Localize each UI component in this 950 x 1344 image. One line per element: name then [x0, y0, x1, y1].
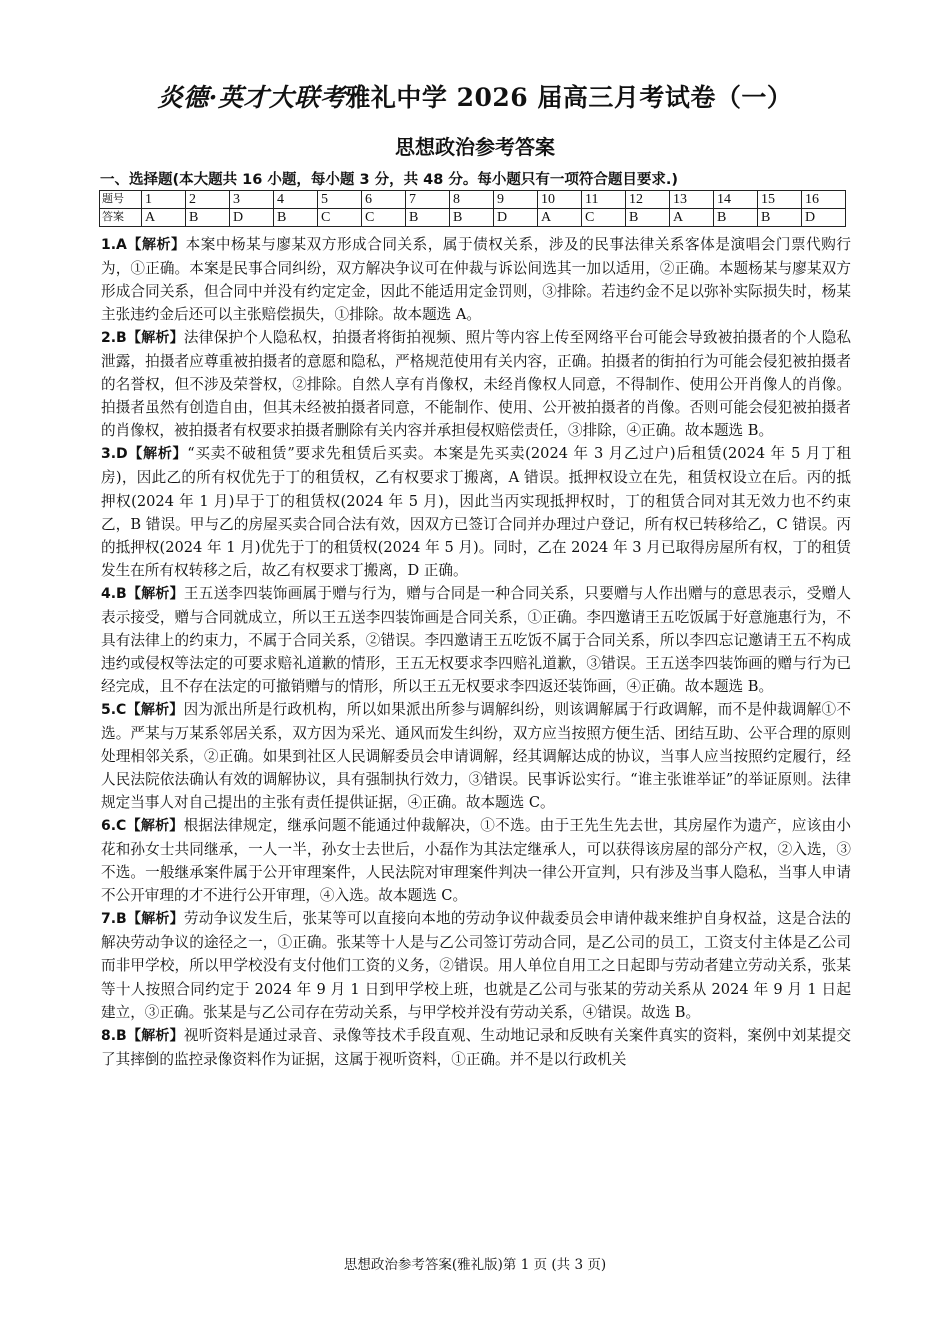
question-number: 13	[670, 191, 714, 209]
answer-letter: C	[362, 209, 406, 227]
explanation-label: 2.B【解析】	[101, 330, 184, 347]
exam-title-text: 雅礼中学 2026 届高三月考试卷（一）	[345, 83, 793, 112]
row-label-number: 题号	[100, 191, 142, 209]
answer-letter: A	[538, 209, 582, 227]
question-number: 8	[450, 191, 494, 209]
explanation-label: 7.B【解析】	[101, 911, 184, 928]
question-number: 9	[494, 191, 538, 209]
page-footer: 思想政治参考答案(雅礼版)第 1 页 (共 3 页)	[343, 1257, 607, 1273]
question-number: 11	[582, 191, 626, 209]
explanation-label: 8.B【解析】	[101, 1027, 184, 1044]
question-number: 3	[230, 191, 274, 209]
exam-brand: 炎德·英才大联考	[157, 83, 346, 112]
explanation-item	[101, 907, 851, 1023]
answer-letter: A	[142, 209, 186, 227]
explanation-item	[101, 326, 851, 442]
explanation-text: 根据法律规定，继承问题不能通过仲裁解决，①不选。由于王先生先去世，其房屋作为遗产，应该由小花和孙女士共同继承，一人一半，孙女士去世后，小磊作为其法定继承人，可以获得该房屋的部分产权，②入选，③不选。一般继承案件属于公开审理案件，人民法院对审理案件判决一律公开宣判，只有涉及当事人隐私，当事人申请不公开审理的才不进行公开审理，④入选。故本题选 C。	[101, 817, 851, 905]
question-number: 16	[802, 191, 846, 209]
explanation-text: 本案中杨某与廖某双方形成合同关系，属于债权关系，涉及的民事法律关系客体是演唱会门票代购行为，①正确。本案是民事合同纠纷，双方解决争议可在仲裁与诉讼间选其一加以适用，②正确。本题杨某与廖某双方形成合同关系，但合同中并没有约定定金，因此不能适用定金罚则，③排除。若违约金不足以弥补实际损失时，杨某主张违约金后还可以主张赔偿损失，①排除。故本题选 A。	[101, 236, 851, 324]
answer-row	[100, 209, 846, 227]
explanation-text: “买卖不破租赁”要求先租赁后买卖。本案是先买卖(2024 年 3 月乙过户)后租赁(2024 年 5 月丁租房)，因此乙的所有权优先于丁的租赁权，乙有权要求丁搬离，A 错误。抵押权设立在先，租赁权设立在后。丙的抵押权(2024 年 1 月)早于丁的租赁权(2024 年 5 月)，因此当丙实现抵押权时，丁的租赁合同对其无效力也不约束乙，B 错误。甲与乙的房屋买卖合同合法有效，因双方已签订合同并办理过户登记，所有权已转移给乙，C 错误。丙的抵押权(2024 年 1 月)优先于丁的租赁权(2024 年 5 月)。同时，乙在 2024 年 3 月已取得房屋所有权，丁的租赁发生在所有权转移之后，故乙有权要求丁搬离，D 正确。	[101, 445, 851, 579]
explanation-label: 3.D【解析】	[101, 446, 188, 463]
explanation-label: 5.C【解析】	[101, 701, 184, 718]
answer-table	[99, 190, 846, 227]
page-subtitle: 思想政治参考答案	[395, 135, 555, 159]
question-number: 15	[758, 191, 802, 209]
answer-letter: D	[230, 209, 274, 227]
explanation-label: 4.B【解析】	[101, 585, 184, 602]
answer-letter: D	[494, 209, 538, 227]
explanation-item	[101, 814, 851, 907]
answer-letter: B	[186, 209, 230, 227]
answer-letter: C	[318, 209, 362, 227]
answer-letter: A	[670, 209, 714, 227]
answer-letter: D	[802, 209, 846, 227]
question-number: 12	[626, 191, 670, 209]
explanation-item	[101, 582, 851, 698]
section-heading: 一、选择题(本大题共 16 小题，每小题 3 分，共 48 分。每小题只有一项符合题目要求.)	[100, 172, 678, 188]
explanation-item	[101, 233, 851, 326]
row-label-answer: 答案	[100, 209, 142, 227]
explanation-item	[101, 442, 851, 581]
question-number: 2	[186, 191, 230, 209]
answer-letter: C	[582, 209, 626, 227]
question-number: 5	[318, 191, 362, 209]
explanation-item	[101, 698, 851, 814]
question-number: 4	[274, 191, 318, 209]
explanation-text: 王五送李四装饰画属于赠与行为，赠与合同是一种合同关系，只要赠与人作出赠与的意思表示，受赠人表示接受，赠与合同就成立，所以王五送李四装饰画是合同关系，①正确。李四邀请王五吃饭属于好意施惠行为，不具有法律上的约束力，不属于合同关系，②错误。李四邀请王五吃饭不属于合同关系，所以李四忘记邀请王五不构成违约或侵权等法定的可要求赔礼道歉的情形，王五无权要求李四赔礼道歉，③错误。王五送李四装饰画的赠与行为已经完成，且不存在法定的可撤销赠与的情形，所以王五无权要求李四返还装饰画，④正确。故本题选 B。	[101, 584, 851, 695]
explanation-label: 1.A【解析】	[101, 237, 186, 253]
explanation-text: 因为派出所是行政机构，所以如果派出所参与调解纠纷，则该调解属于行政调解，而不是仲裁调解①不选。严某与万某系邻居关系，双方因为采光、通风而发生纠纷，双方应当按照方便生活、团结互助、公平合理的原则处理相邻关系，②正确。如果到社区人民调解委员会申请调解，经其调解达成的协议，当事人应当按照约定履行，经人民法院依法确认有效的调解协议，具有强制执行效力，③错误。民事诉讼实行。“谁主张谁举证”的举证原则。法律规定当事人对自己提出的主张有责任提供证据，④正确。故本题选 C。	[101, 700, 851, 812]
question-number: 14	[714, 191, 758, 209]
answer-letter: B	[274, 209, 318, 227]
answer-letter: B	[714, 209, 758, 227]
question-number: 6	[362, 191, 406, 209]
explanation-text: 劳动争议发生后，张某等可以直接向本地的劳动争议仲裁委员会申请仲裁来维护自身权益，这是合法的解决劳动争议的途径之一，①正确。张某等十人是与乙公司签订劳动合同，是乙公司的员工，工资支付主体是乙公司而非甲学校，所以甲学校没有支付他们工资的义务，②错误。用人单位自用工之日起即与劳动者建立劳动关系，张某等十人按照合同约定于 2024 年 9 月 1 日到甲学校上班，也就是乙公司与张某的劳动关系从 2024 年 9 月 1 日起建立，③正确。张某是与乙公司存在劳动关系，与甲学校并没有劳动关系，④错误。故选 B。	[101, 910, 851, 1021]
explanation-text: 法律保护个人隐私权，拍摄者将街拍视频、照片等内容上传至网络平台可能会导致被拍摄者的个人隐私泄露，拍摄者应尊重被拍摄者的意愿和隐私，严格规范使用有关内容，正确。拍摄者的街拍行为可能会侵犯被拍摄者的名誉权，但不涉及荣誉权，②排除。自然人享有肖像权，未经肖像权人同意，不得制作、使用公开肖像人的肖像。拍摄者虽然有创造自由，但其未经被拍摄者同意，不能制作、使用、公开被拍摄者的肖像。否则可能会侵犯被拍摄者的肖像权，被拍摄者有权要求拍摄者删除有关内容并承担侵权赔偿责任，③排除，④正确。故本题选 B。	[101, 329, 851, 440]
answer-letter: B	[450, 209, 494, 227]
explanation-text: 视听资料是通过录音、录像等技术手段直观、生动地记录和反映有关案件真实的资料，案例中刘某提交了其摔倒的监控录像资料作为证据，这属于视听资料，①正确。并不是以行政机关	[101, 1026, 851, 1068]
question-number: 1	[142, 191, 186, 209]
explanation-label: 6.C【解析】	[101, 818, 184, 835]
question-number-row	[100, 191, 846, 209]
answer-letter: B	[758, 209, 802, 227]
explanation-item	[101, 1024, 851, 1071]
question-number: 10	[538, 191, 582, 209]
answer-letter: B	[626, 209, 670, 227]
exam-title	[0, 78, 950, 114]
explanation-list	[101, 233, 851, 1071]
answer-letter: B	[406, 209, 450, 227]
question-number: 7	[406, 191, 450, 209]
